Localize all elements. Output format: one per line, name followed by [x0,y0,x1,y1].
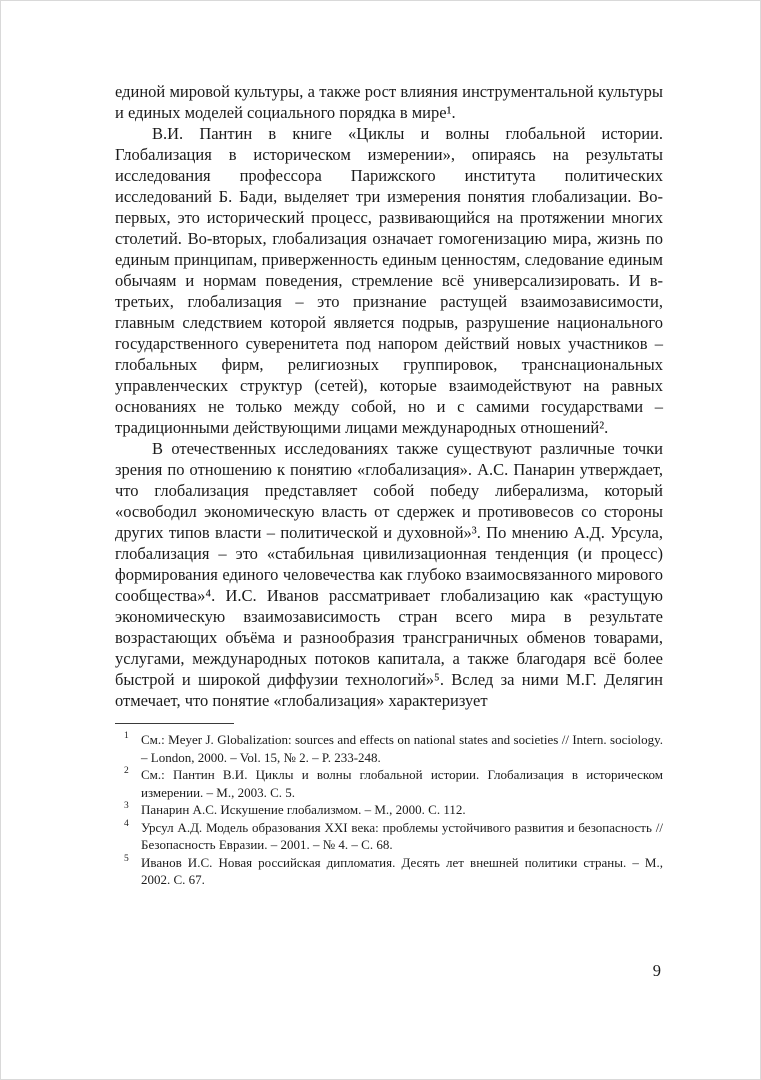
footnote-text: Панарин А.С. Искушение глобализмом. – М., 2000. С. 112. [141,802,466,817]
footnote-separator-rule [115,723,234,724]
body-paragraph-continuation: единой мировой культуры, а также рост влияния инструментальной культуры и единых моделей социального порядка в мире¹. [115,82,663,122]
body-paragraph: В.И. Пантин в книге «Циклы и волны глобальной истории. Глобализация в историческом измерении», опираясь на результаты исследования профессора Парижского института политических исследований Б. Бади, выделяет три измерения понятия глобализации. Во-первых, это исторический процесс, развивающийся на протяжении многих столетий. Во-вторых, глобализация означает гомогенизацию мира, жизнь по единым принципам, приверженность единым ценностям, следование единым обычаям и нормам поведения, стремление всё универсализировать. И в-третьих, глобализация – это признание растущей взаимозависимости, главным следствием которой является подрыв, разрушение национального государственного суверенитета под напором действий новых участников – глобальных фирм, религиозных группировок, транснациональных управленческих структур (сетей), которые взаимодействуют на равных основаниях не только между собой, но и с самими государствами – традиционными действующими лицами международных отношений². [115,124,663,437]
footnotes-section [115,723,663,889]
footnote [115,854,663,889]
body-paragraph: В отечественных исследованиях также существуют различные точки зрения по отношению к понятию «глобализация». А.С. Панарин утверждает, что глобализация представляет собой победу либерализма, который «освободил экономическую власть от сдержек и противовесов со стороны других типов власти – политической и духовной»³. По мнению А.Д. Урсула, глобализация – это «стабильная цивилизационная тенденция (и процесс) формирования единого человечества как глубоко взаимосвязанного мирового сообщества»⁴. И.С. Иванов рассматривает глобализацию как «растущую экономическую взаимозависимость стран всего мира в результате возрастающих объёма и разнообразия трансграничных обменов товарами, услугами, международных потоков капитала, а также благодаря всё более быстрой и широкой диффузии технологий»⁵. Вслед за ними М.Г. Делягин отмечает, что понятие «глобализация» характеризует [115,439,663,710]
footnote-number: 5 [124,853,129,864]
footnote-text: См.: Пантин В.И. Циклы и волны глобальной истории. Глобализация в историческом измерении. – М., 2003. С. 5. [141,767,663,800]
footnote-text: Урсул А.Д. Модель образования XXI века: проблемы устойчивого развития и безопасность // Безопасность Евразии. – 2001. – № 4. – С. 68. [141,819,663,852]
footnote-number: 3 [124,801,129,811]
footnote-number: 2 [124,766,129,776]
footnote [115,801,663,819]
footnote [115,766,663,801]
footnote-text: Иванов И.С. Новая российская дипломатия. Десять лет внешней политики страны. – М., 2002. С. 67. [141,854,663,887]
page-content [115,81,663,889]
footnote [115,731,663,766]
footnote-number: 4 [124,818,129,829]
footnote-number: 1 [124,731,129,741]
footnote-text: См.: Meyer J. Globalization: sources and effects on national states and societies // Intern. sociology. – London, 2000. – Vol. 15, № 2. – P. 233-248. [141,732,663,765]
page-number: 9 [652,961,661,980]
footnote [115,819,663,854]
